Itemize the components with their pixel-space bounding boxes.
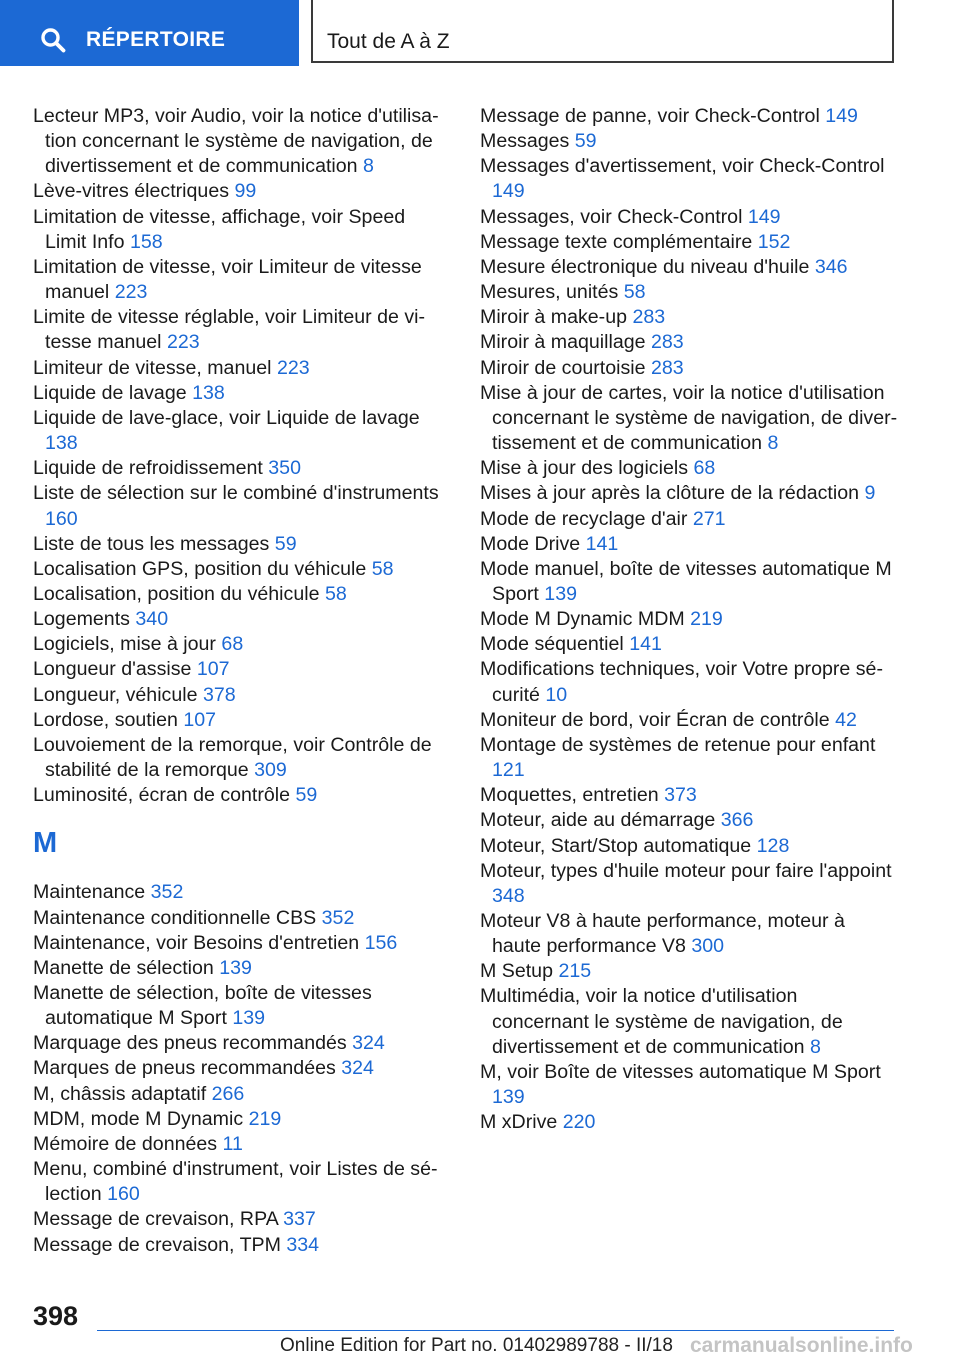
a-to-z-tab[interactable]	[311, 0, 894, 63]
index-entry	[480, 507, 898, 532]
page-reference-link[interactable]: 300	[691, 935, 725, 958]
page-reference-link[interactable]: 352	[321, 906, 355, 929]
index-entry	[33, 783, 443, 808]
index-entry-text: Moteur, Start/Stop automatique	[480, 834, 752, 857]
index-entry	[480, 1060, 898, 1110]
index-entry-text: Localisation GPS, position du véhicule	[33, 557, 367, 580]
page-number: 398	[33, 1301, 79, 1331]
index-entry-text: Mode de recyclage d'air	[480, 507, 688, 530]
index-entry-text: Mises à jour après la clôture de la rédaction	[480, 482, 860, 505]
index-entry-text: Liquide de lave-glace, voir Liquide de lavage	[33, 406, 420, 429]
search-icon	[40, 27, 66, 53]
index-entry	[33, 683, 443, 708]
index-entry	[33, 1157, 443, 1207]
index-entry	[480, 481, 898, 506]
index-entry	[33, 381, 443, 406]
index-entry-text: M, châssis adaptatif	[33, 1082, 207, 1105]
watermark: carmanualsonline.info	[690, 1334, 913, 1357]
page-reference-link[interactable]: 58	[371, 557, 394, 580]
index-entry-text: Liquide de lavage	[33, 381, 187, 404]
index-entry	[480, 205, 898, 230]
index-entry-text: Mode M Dynamic MDM	[480, 608, 685, 631]
index-entry-text: Localisation, position du véhicule	[33, 582, 320, 605]
index-entry-text: Marquage des pneus recommandés	[33, 1032, 347, 1055]
index-entry-text: Maintenance, voir Besoins d'entretien	[33, 931, 360, 954]
page-reference-link[interactable]: 337	[283, 1208, 316, 1231]
page-reference-link[interactable]: 139	[544, 582, 577, 605]
index-entry	[480, 859, 898, 909]
page-reference-link[interactable]: 141	[629, 633, 662, 656]
page-reference-link[interactable]: 149	[492, 180, 525, 203]
directory-tab[interactable]	[0, 0, 299, 66]
index-entry-text: Mesure électronique du niveau d'huile	[480, 255, 810, 278]
a-to-z-tab-label: Tout de A à Z	[327, 30, 450, 53]
index-entry	[480, 783, 898, 808]
page-reference-link[interactable]: 149	[825, 105, 858, 127]
index-entry-text: Liste de tous les messages	[33, 532, 270, 555]
index-list-m	[33, 880, 443, 1257]
page-reference-link[interactable]: 324	[341, 1057, 374, 1080]
page-reference-link[interactable]: 8	[767, 432, 779, 455]
page-reference-link[interactable]: 160	[107, 1183, 140, 1206]
index-entry	[480, 557, 898, 607]
page-reference-link[interactable]: 11	[222, 1132, 243, 1155]
index-entry	[480, 632, 898, 657]
index-entry	[480, 1110, 898, 1135]
index-entry-text: Liste de sélection sur le combiné d'instruments	[33, 482, 439, 505]
page-reference-link[interactable]: 107	[196, 658, 230, 681]
page-reference-link[interactable]: 59	[574, 130, 597, 153]
index-entry	[33, 931, 443, 956]
page-reference-link[interactable]: 324	[352, 1032, 385, 1055]
page-reference-link[interactable]: 366	[720, 809, 754, 832]
index-entry-text: Longueur d'assise	[33, 658, 192, 681]
index-entry-text: Maintenance conditionnelle CBS	[33, 906, 317, 929]
index-entry-text: Logiciels, mise à jour	[33, 633, 216, 656]
page-reference-link[interactable]: 138	[45, 432, 78, 455]
index-entry-text: Miroir à make-up	[480, 306, 627, 329]
index-entry-text: Manette de sélection, boîte de vitesses automatique M Sport	[33, 982, 372, 1030]
page-reference-link[interactable]: 352	[150, 881, 184, 904]
page-reference-link[interactable]: 160	[45, 507, 78, 530]
index-list-l	[33, 104, 443, 808]
index-entry-text: Menu, combiné d'instrument, voir Listes de sélection	[33, 1158, 438, 1206]
page-reference-link[interactable]: 42	[835, 708, 857, 731]
index-entry-text: Lecteur MP3, voir Audio, voir la notice d'utilisation concernant le système de navigation, de divertissement et de communication	[33, 105, 439, 178]
index-entry-text: Message de panne, voir Check-Control	[480, 105, 820, 127]
page-reference-link[interactable]: 350	[268, 457, 301, 480]
index-entry	[33, 733, 443, 783]
section-letter: M	[33, 827, 58, 860]
index-entry	[480, 305, 898, 330]
index-entry	[480, 607, 898, 632]
index-entry-text: Mémoire de données	[33, 1132, 218, 1155]
index-entry	[33, 607, 443, 632]
index-entry	[480, 381, 898, 456]
index-entry-text: Mise à jour de cartes, voir la notice d'utilisation concernant le système de navigation, de divertissement et de communication	[480, 381, 898, 455]
page-reference-link[interactable]: 283	[650, 331, 684, 354]
page-reference-link[interactable]: 58	[324, 582, 347, 605]
page-reference-link[interactable]: 219	[690, 608, 723, 631]
index-entry-text: Mesures, unités	[480, 281, 619, 304]
index-entry	[480, 255, 898, 280]
index-entry	[480, 733, 898, 783]
page-reference-link[interactable]: 99	[234, 180, 257, 203]
page-reference-link[interactable]: 378	[202, 683, 236, 706]
index-entry	[480, 959, 898, 984]
index-entry-text: M Setup	[480, 960, 553, 983]
page-reference-link[interactable]: 138	[192, 381, 225, 404]
index-entry-text: Montage de systèmes de retenue pour enfant	[480, 733, 876, 756]
index-entry-text: Moniteur de bord, voir Écran de contrôle	[480, 708, 830, 731]
page-reference-link[interactable]: 128	[756, 834, 790, 857]
index-entry-text: MDM, mode M Dynamic	[33, 1107, 244, 1130]
index-entry-text: Modifications techniques, voir Votre propre sécurité	[480, 658, 883, 706]
index-column-left	[33, 104, 443, 1258]
index-entry-text: Messages	[480, 130, 570, 153]
index-entry-text: Mode Drive	[480, 532, 581, 555]
index-entry	[33, 532, 443, 557]
index-entry-text: Message de crevaison, TPM	[33, 1233, 281, 1256]
page-reference-link[interactable]: 8	[810, 1035, 821, 1058]
index-entry-text: Miroir de courtoisie	[480, 356, 646, 379]
index-entry-text: Limitation de vitesse, affichage, voir Speed Limit Info	[33, 205, 406, 253]
page-reference-link[interactable]: 283	[650, 356, 684, 379]
index-entry	[33, 255, 443, 305]
index-entry-text: Moteur, types d'huile moteur pour faire l'appoint	[480, 859, 892, 882]
index-entry-text: Messages, voir Check-Control	[480, 205, 743, 228]
index-entry	[480, 984, 898, 1059]
index-entry-text: Longueur, véhicule	[33, 683, 198, 706]
index-entry-text: Mise à jour des logiciels	[480, 457, 689, 480]
index-entry-text: Mode manuel, boîte de vitesses automatique M Sport	[480, 557, 892, 605]
index-entry	[33, 104, 443, 179]
index-entry-text: Miroir à maquillage	[480, 331, 646, 354]
index-entry-text: Luminosité, écran de contrôle	[33, 784, 291, 807]
page-reference-link[interactable]: 219	[248, 1107, 282, 1130]
index-entry-text: Moquettes, entretien	[480, 784, 659, 807]
page-reference-link[interactable]: 223	[167, 331, 200, 354]
page-reference-link[interactable]: 346	[814, 255, 848, 278]
index-entry	[33, 906, 443, 931]
page-reference-link[interactable]: 10	[545, 683, 568, 706]
page-reference-link[interactable]: 149	[747, 205, 781, 228]
index-entry-text: Lève-vitres électriques	[33, 180, 230, 203]
index-entry-text: Mode séquentiel	[480, 633, 624, 656]
index-entry-text: Limitation de vitesse, voir Limiteur de vitesse manuel	[33, 255, 422, 304]
page-reference-link[interactable]: 139	[219, 956, 252, 979]
index-entry	[33, 406, 443, 456]
index-entry	[33, 456, 443, 481]
index-entry	[480, 657, 898, 707]
index-list-m-continued	[480, 104, 898, 1135]
index-entry	[33, 481, 443, 531]
index-entry-text: Louvoiement de la remorque, voir Contrôle de stabilité de la remorque	[33, 733, 432, 782]
page-reference-link[interactable]: 158	[129, 230, 163, 253]
header	[0, 0, 960, 66]
page-reference-link[interactable]: 68	[693, 457, 716, 480]
index-entry	[33, 205, 443, 255]
page-reference-link[interactable]: 373	[664, 784, 697, 807]
page-reference-link[interactable]: 220	[562, 1111, 596, 1134]
page-reference-link[interactable]: 59	[295, 784, 318, 807]
index-entry	[33, 981, 443, 1031]
index-entry-text: Liquide de refroidissement	[33, 457, 263, 480]
index-entry-text: Limite de vitesse réglable, voir Limiteur de vitesse manuel	[33, 306, 426, 354]
index-entry	[480, 356, 898, 381]
directory-tab-label: RÉPERTOIRE	[86, 28, 226, 51]
page-reference-link[interactable]: 139	[492, 1086, 525, 1109]
index-entry	[480, 834, 898, 859]
index-entry	[33, 1107, 443, 1132]
index-entry	[33, 657, 443, 682]
index-entry	[480, 129, 898, 154]
index-entry	[33, 632, 443, 657]
index-entry	[480, 330, 898, 355]
index-entry	[33, 956, 443, 981]
page-reference-link[interactable]: 68	[221, 633, 244, 656]
page-reference-link[interactable]: 139	[232, 1007, 266, 1030]
index-entry-text: Logements	[33, 608, 130, 631]
index-entry	[33, 1082, 443, 1107]
index-entry-text: Manette de sélection	[33, 956, 214, 979]
page-reference-link[interactable]: 121	[492, 759, 525, 782]
index-entry	[480, 909, 898, 959]
index-entry-text: Multimédia, voir la notice d'utilisation concernant le système de navigation, de divertissement et de communication	[480, 985, 843, 1058]
index-entry	[33, 1207, 443, 1232]
page-reference-link[interactable]: 215	[558, 960, 592, 983]
page-reference-link[interactable]: 223	[114, 281, 148, 304]
index-entry-text: Message texte complémentaire	[480, 230, 753, 253]
index-entry-text: Moteur V8 à haute performance, moteur à haute performance V8	[480, 910, 845, 958]
page-reference-link[interactable]: 266	[211, 1082, 245, 1105]
page-reference-link[interactable]: 223	[276, 356, 310, 379]
page-reference-link[interactable]: 141	[585, 532, 619, 555]
index-entry	[33, 1056, 443, 1081]
index-entry	[33, 880, 443, 905]
page-reference-link[interactable]: 58	[623, 281, 646, 304]
page-reference-link[interactable]: 156	[364, 931, 398, 954]
index-entry	[33, 356, 443, 381]
page-reference-link[interactable]: 271	[692, 507, 726, 530]
index-entry-text: Marques de pneus recommandées	[33, 1057, 336, 1080]
index-entry	[480, 456, 898, 481]
page-reference-link[interactable]: 283	[632, 306, 666, 329]
page-reference-link[interactable]: 107	[183, 708, 217, 731]
index-entry-text: Maintenance	[33, 881, 146, 904]
index-column-right	[480, 104, 898, 1135]
index-entry	[33, 179, 443, 204]
index-entry-text: M, voir Boîte de vitesses automatique M Sport	[480, 1060, 881, 1083]
index-entry	[33, 582, 443, 607]
index-entry	[480, 154, 898, 204]
index-entry	[33, 1031, 443, 1056]
footer-divider	[97, 1330, 894, 1331]
page-reference-link[interactable]: 309	[254, 759, 287, 782]
page-reference-link[interactable]: 152	[757, 230, 791, 253]
index-entry-text: Limiteur de vitesse, manuel	[33, 356, 272, 379]
index-entry	[480, 280, 898, 305]
page-reference-link[interactable]: 334	[286, 1233, 320, 1256]
index-entry	[480, 104, 898, 129]
index-entry-text: Lordose, soutien	[33, 708, 178, 731]
page-reference-link[interactable]: 8	[363, 155, 374, 178]
index-entry	[480, 708, 898, 733]
index-entry	[33, 708, 443, 733]
index-entry-text: Moteur, aide au démarrage	[480, 809, 716, 832]
page-reference-link[interactable]: 348	[492, 884, 525, 907]
index-entry	[33, 557, 443, 582]
index-entry	[33, 1132, 443, 1157]
index-entry-text: Message de crevaison, RPA	[33, 1208, 278, 1231]
index-entry-text: M xDrive	[480, 1111, 558, 1134]
page-reference-link[interactable]: 9	[864, 482, 876, 505]
index-entry-text: Messages d'avertissement, voir Check-Control	[480, 155, 885, 178]
page-reference-link[interactable]: 59	[274, 532, 297, 555]
page-reference-link[interactable]: 340	[135, 608, 169, 631]
index-entry	[480, 230, 898, 255]
index-entry	[33, 1233, 443, 1258]
index-entry	[480, 532, 898, 557]
index-entry	[33, 305, 443, 355]
edition-info: Online Edition for Part no. 01402989788 - II/18	[280, 1335, 673, 1356]
index-entry	[480, 808, 898, 833]
